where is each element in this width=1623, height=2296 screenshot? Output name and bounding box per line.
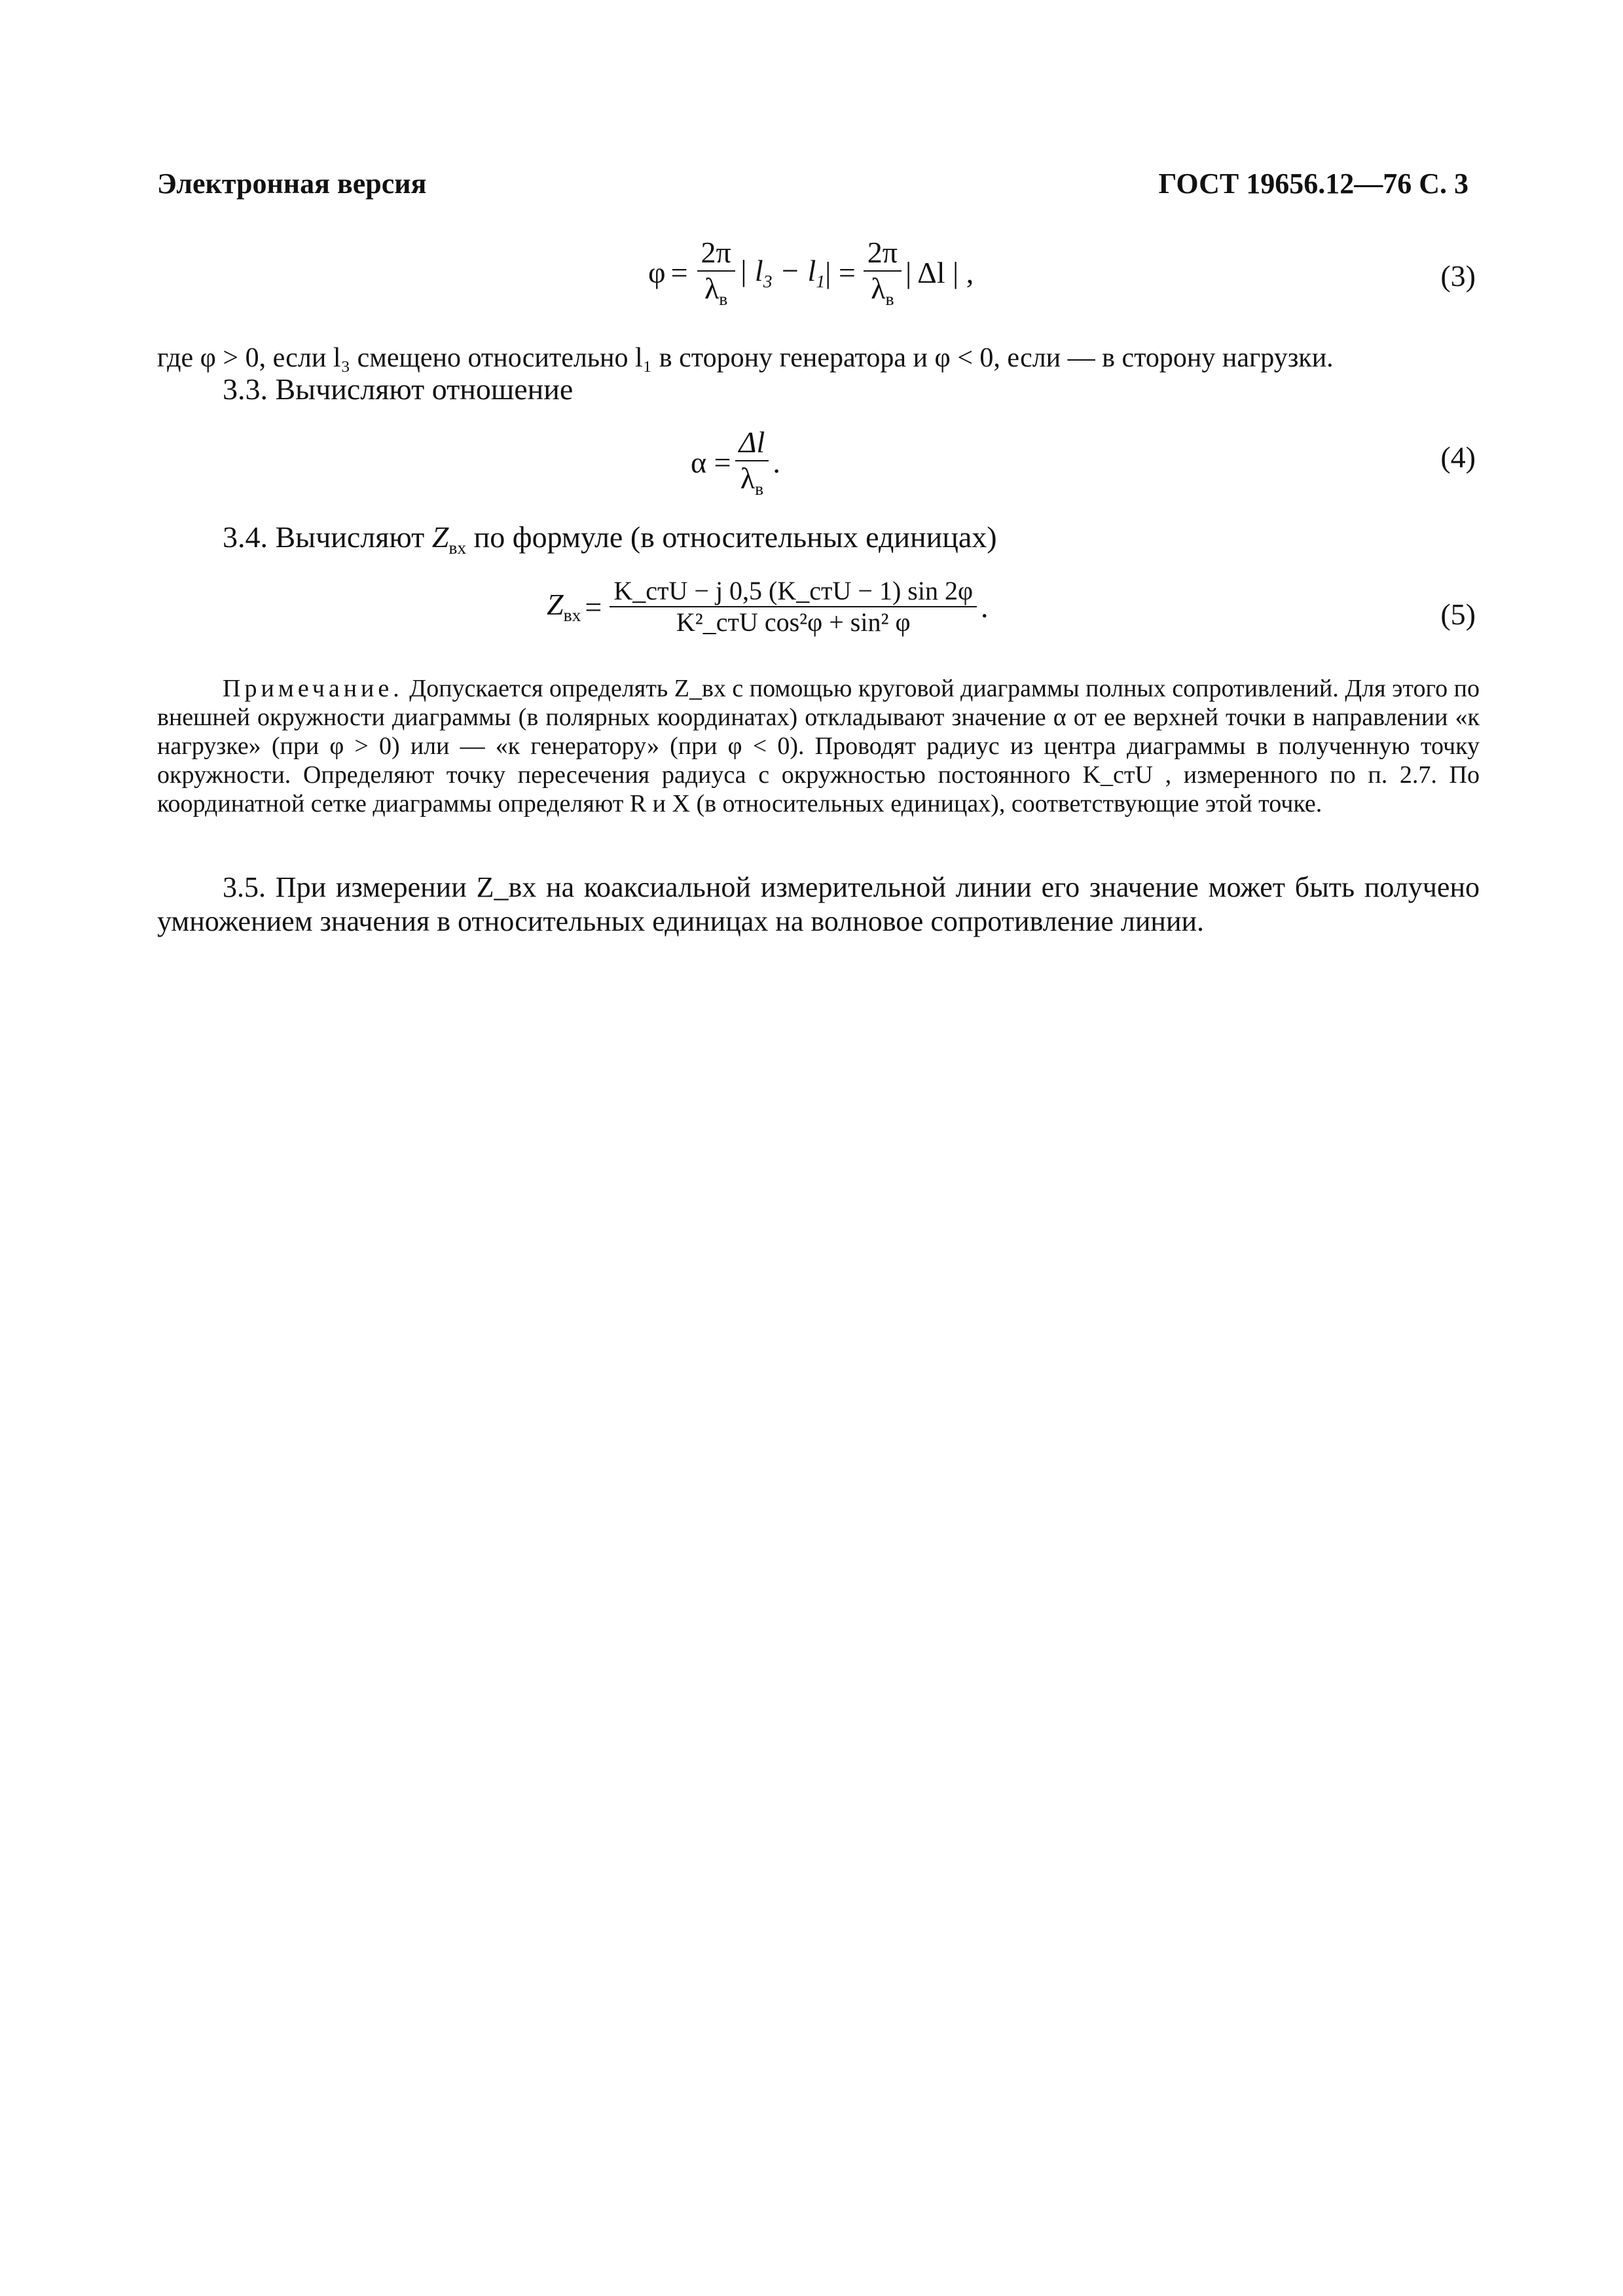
item-3-4: 3.4. Вычисляют $Z_{вх}$ по формуле (в относительных единицах) [223,520,997,558]
equation-3 [648,236,974,310]
eq4-alpha: α = [691,445,731,479]
eq5-tail: . [981,590,989,624]
text-where: где φ > 0, если l₃ смещено относительно l₁ в сторону генератора и φ < 0, если — в сторону нагрузки. [157,343,1334,373]
eq3-fraction-2 [864,236,902,310]
eq3-equals: = [670,255,688,289]
eq3-number: (3) [1440,259,1476,293]
eq3-frac1-num: 2π [697,236,735,272]
eq4-den: $\lambda_в$ [740,461,764,499]
eq3-delta-l: | Δl | , [905,255,974,289]
eq3-abs-close: | = [825,255,856,289]
eq5-den: K²_стU cos²φ + sin² φ [676,607,911,637]
equation-5 [547,576,989,637]
eq4-fraction [735,425,769,499]
note-label: Примечание. [223,675,403,702]
header-right: ГОСТ 19656.12—76 С. 3 [1158,168,1468,200]
note-text: Допускается определять Z_вх с помощью круговой диаграммы полных сопротивлений. Для этого по внешней окружности диаграммы (в полярных координатах) откладывают значение α от ее верхней точки в направлении «к нагрузке» (при φ > 0) или — «к генератору» (при φ < 0). Проводят радиус из центра диаграммы в полученную точку окружности. Определяют точку пересечения радиуса с окружностью постоянного K_стU , измеренного по п. 2.7. По координатной сетке диаграммы определяют R и X (в относительных единицах), соответствующие этой точке. [157,675,1480,817]
eq4-number: (4) [1440,440,1476,474]
equation-4 [691,425,780,499]
eq3-fraction-1 [697,236,735,310]
eq3-frac2-num: 2π [864,236,902,272]
header-left: Электронная версия [157,168,427,200]
eq5-lhs: $Z_{вх}$ [547,588,581,626]
eq5-number: (5) [1440,598,1476,631]
eq4-tail: . [773,445,780,479]
eq5-fraction [610,576,977,637]
eq4-num: Δl [735,425,769,461]
eq5-num: K_стU − j 0,5 (K_стU − 1) sin 2φ [610,576,977,607]
item-3-3: 3.3. Вычисляют отношение [223,372,574,406]
eq3-abs-l3: | $l_3 - l_1$ [739,253,826,291]
eq3-phi: φ [648,255,666,289]
eq3-frac1-den: $\lambda_в$ [704,271,728,310]
eq3-frac2-den: $\lambda_в$ [871,271,894,310]
item-3-5-text: 3.5. При измерении Z_вх на коаксиальной измерительной линии его значение может быть получено умножением значения в относительных единицах на волновое сопротивление линии. [157,871,1480,937]
item-3-5 [157,870,1480,939]
eq5-equals: = [585,590,602,624]
note-block [157,674,1480,818]
